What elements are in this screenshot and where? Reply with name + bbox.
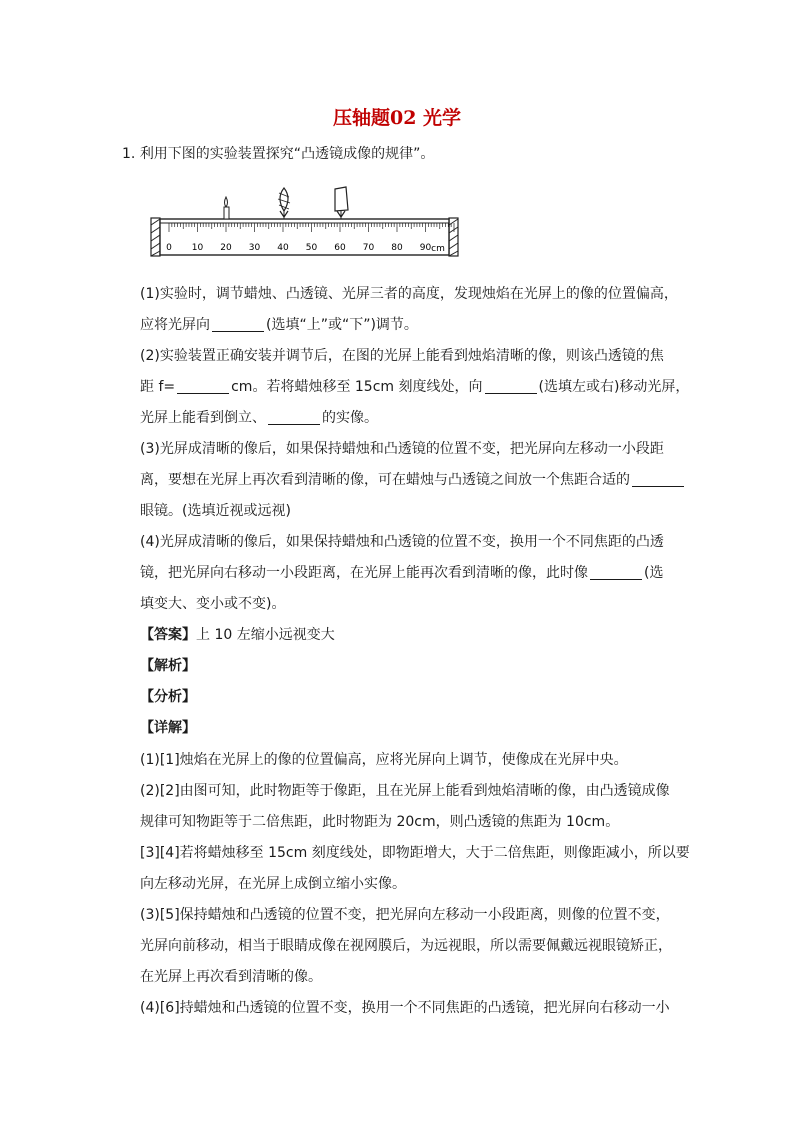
part-2-line-2 bbox=[140, 376, 700, 396]
part-4-line-2 bbox=[140, 562, 700, 582]
ruler-tick-label: 90 bbox=[419, 243, 432, 253]
part-3-text: 离，要想在光屏上再次看到清晰的像，可在蜡烛与凸透镜之间放一个焦距合适的 bbox=[140, 472, 630, 488]
answer-blank-6[interactable] bbox=[590, 565, 642, 580]
detail-line-9: (4)[6]持蜡烛和凸透镜的位置不变，换用一个不同焦距的凸透镜，把光屏向右移动一小 bbox=[140, 1000, 670, 1016]
part-2-text-5: 的实像。 bbox=[322, 410, 378, 426]
part-2-text-4: 光屏上能看到倒立、 bbox=[140, 410, 266, 426]
answer-blank-2[interactable] bbox=[177, 379, 229, 394]
part-1-text-2: (选填“上”或“下”)调节。 bbox=[266, 317, 418, 333]
part-2-text-2: cm。若将蜡烛移至 15cm 刻度线处，向 bbox=[231, 379, 483, 395]
detail-line-7: 光屏向前移动，相当于眼睛成像在视网膜后，为远视眼，所以需要佩戴远视眼镜矫正， bbox=[140, 938, 672, 954]
ruler-tick-label: 30 bbox=[248, 243, 261, 253]
part-1-line-2 bbox=[140, 314, 700, 334]
part-3-line-3: 眼镜。(选填近视或远视) bbox=[140, 503, 291, 519]
part-4-text-2: (选 bbox=[644, 565, 664, 581]
answer-blank-4[interactable] bbox=[268, 410, 320, 425]
part-1-text: 应将光屏向 bbox=[140, 317, 210, 333]
light-screen bbox=[335, 187, 348, 219]
part-1-line-1: (1)实验时，调节蜡烛、凸透镜、光屏三者的高度，发现烛焰在光屏上的像的位置偏高， bbox=[140, 286, 678, 302]
detail-line-5: 向左移动光屏，在光屏上成倒立缩小实像。 bbox=[140, 876, 406, 892]
detail-line-1: (1)[1]烛焰在光屏上的像的位置偏高，应将光屏向上调节，使像成在光屏中央。 bbox=[140, 752, 628, 768]
part-2-text: 距 f= bbox=[140, 379, 176, 395]
detail-line-3: 规律可知物距等于二倍焦距，此时物距为 20cm，则凸透镜的焦距为 10cm。 bbox=[140, 814, 620, 830]
detail-line-2: (2)[2]由图可知，此时物距等于像距，且在光屏上能看到烛焰清晰的像，由凸透镜成像 bbox=[140, 783, 670, 799]
answer-line bbox=[140, 624, 700, 644]
ruler-tick-label: 40 bbox=[277, 243, 289, 253]
part-2-text-3: (选填左或右)移动光屏， bbox=[538, 379, 690, 395]
answer-label: 【答案】 bbox=[140, 627, 196, 643]
ruler-tick-label: 80 bbox=[391, 243, 403, 253]
answer-blank-3[interactable] bbox=[485, 379, 537, 394]
question-stem bbox=[122, 143, 682, 163]
detail-line-4: [3][4]若将蜡烛移至 15cm 刻度线处，即物距增大，大于二倍焦距，则像距减小，所以要 bbox=[140, 845, 690, 861]
page-title: 压轴题02 光学 bbox=[332, 107, 462, 129]
part-4-line-1: (4)光屏成清晰的像后，如果保持蜡烛和凸透镜的位置不变，换用一个不同焦距的凸透 bbox=[140, 534, 664, 550]
part-3-line-2 bbox=[140, 469, 700, 489]
ruler-tick-label: 60 bbox=[334, 243, 346, 253]
detail-line-8: 在光屏上再次看到清晰的像。 bbox=[140, 969, 322, 985]
part-4-text: 镜，把光屏向右移动一小段距离，在光屏上能再次看到清晰的像，此时像 bbox=[140, 565, 588, 581]
part-3-line-1: (3)光屏成清晰的像后，如果保持蜡烛和凸透镜的位置不变，把光屏向左移动一小段距 bbox=[140, 441, 664, 457]
answer-blank-1[interactable] bbox=[212, 317, 264, 332]
optical-bench-figure bbox=[145, 183, 465, 263]
right-support bbox=[449, 218, 458, 256]
part-2-line-3 bbox=[140, 407, 700, 427]
question-number: 1. bbox=[122, 146, 136, 162]
ruler-unit: cm bbox=[431, 244, 445, 254]
detail-label: 【详解】 bbox=[140, 720, 196, 736]
answer-blank-5[interactable] bbox=[632, 472, 684, 487]
answer-value: 上 10 左缩小远视变大 bbox=[196, 627, 335, 643]
question-stem-text: 利用下图的实验装置探究“凸透镜成像的规律”。 bbox=[139, 146, 435, 162]
ruler-tick-label: 70 bbox=[362, 243, 375, 253]
candle bbox=[224, 197, 229, 219]
ruler-tick-label: 10 bbox=[191, 243, 204, 253]
fenxi-label: 【分析】 bbox=[140, 689, 196, 705]
ruler-tick-label: 50 bbox=[305, 243, 318, 253]
part-2-line-1: (2)实验装置正确安装并调节后，在图的光屏上能看到烛焰清晰的像，则该凸透镜的焦 bbox=[140, 348, 664, 364]
detail-line-6: (3)[5]保持蜡烛和凸透镜的位置不变，把光屏向左移动一小段距离，则像的位置不变， bbox=[140, 907, 670, 923]
ruler-tick-label: 20 bbox=[220, 243, 232, 253]
left-support bbox=[151, 218, 160, 256]
analysis-label: 【解析】 bbox=[140, 658, 196, 674]
part-4-line-3: 填变大、变小或不变)。 bbox=[140, 596, 286, 612]
ruler-tick-label: 0 bbox=[166, 243, 172, 253]
convex-lens bbox=[278, 188, 290, 219]
